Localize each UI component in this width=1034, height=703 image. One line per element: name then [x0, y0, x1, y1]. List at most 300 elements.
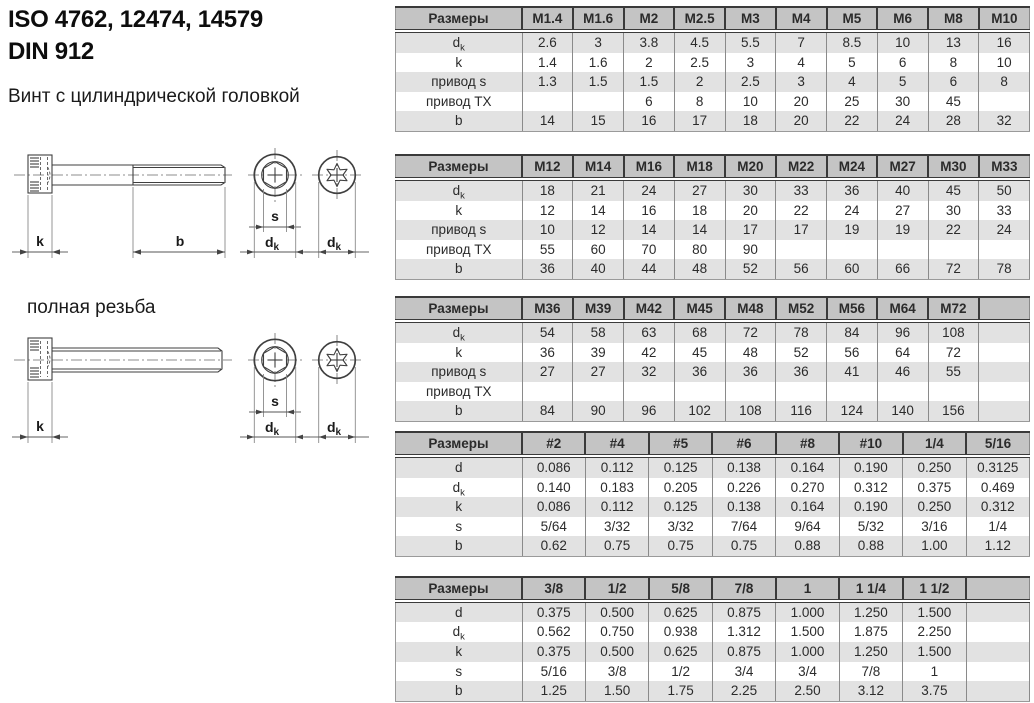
value-cell: 46 — [877, 362, 928, 382]
value-cell: 6 — [928, 72, 979, 92]
value-cell: 3/32 — [649, 517, 712, 537]
size-column-header: M39 — [573, 297, 624, 321]
value-cell: 24 — [877, 111, 928, 131]
value-cell: 20 — [725, 201, 776, 221]
size-column-header: M16 — [624, 155, 675, 179]
table-row — [396, 497, 1030, 517]
row-label: привод TX — [396, 240, 523, 260]
value-cell: 0.140 — [522, 478, 585, 498]
value-cell — [776, 240, 827, 260]
value-cell: 56 — [827, 343, 878, 363]
value-cell: 32 — [624, 362, 675, 382]
value-cell: 0.190 — [839, 497, 902, 517]
value-cell: 2 — [624, 53, 675, 73]
value-cell: 1.50 — [585, 681, 648, 701]
row-label: $d_k$ — [396, 478, 523, 498]
value-cell: 0.500 — [585, 642, 648, 662]
value-cell: 2.50 — [776, 681, 839, 701]
size-column-header: 1 — [776, 577, 839, 601]
value-cell: 0.3125 — [966, 456, 1029, 478]
value-cell: 1.5 — [624, 72, 675, 92]
size-column-header: M12 — [522, 155, 573, 179]
value-cell: 41 — [827, 362, 878, 382]
value-cell: 0.75 — [712, 536, 775, 556]
value-cell: 68 — [674, 321, 725, 343]
value-cell: 22 — [776, 201, 827, 221]
value-cell — [573, 382, 624, 402]
value-cell: 156 — [928, 401, 979, 421]
value-cell: 30 — [725, 179, 776, 201]
size-column-header: 7/8 — [712, 577, 775, 601]
row-label: привод s — [396, 220, 523, 240]
value-cell: 24 — [827, 201, 878, 221]
value-cell: 78 — [776, 321, 827, 343]
value-cell: 80 — [674, 240, 725, 260]
value-cell: 0.270 — [776, 478, 839, 498]
value-cell: 1.500 — [903, 642, 966, 662]
value-cell: 27 — [877, 201, 928, 221]
value-cell: 0.205 — [649, 478, 712, 498]
size-column-header: M2.5 — [674, 7, 725, 31]
size-column-header: M14 — [573, 155, 624, 179]
value-cell: 1.875 — [839, 622, 902, 642]
value-cell: 0.875 — [712, 601, 775, 623]
value-cell: 124 — [827, 401, 878, 421]
value-cell: 36 — [725, 362, 776, 382]
value-cell: 2.250 — [903, 622, 966, 642]
value-cell: 28 — [928, 111, 979, 131]
value-cell: 4 — [827, 72, 878, 92]
header-row — [396, 7, 1030, 31]
value-cell: 0.375 — [522, 642, 585, 662]
value-cell: 0.469 — [966, 478, 1029, 498]
size-column-header — [966, 577, 1029, 601]
table-row — [396, 343, 1030, 363]
value-cell — [979, 362, 1030, 382]
value-cell: 24 — [624, 179, 675, 201]
size-column-header: M72 — [928, 297, 979, 321]
value-cell: 8 — [674, 92, 725, 112]
value-cell — [966, 601, 1029, 623]
value-cell: 45 — [674, 343, 725, 363]
value-cell: 1.00 — [903, 536, 966, 556]
value-cell: 108 — [725, 401, 776, 421]
header-row — [396, 432, 1030, 456]
value-cell — [979, 382, 1030, 402]
value-cell: 2.5 — [725, 72, 776, 92]
size-column-header: 1/2 — [585, 577, 648, 601]
value-cell: 58 — [573, 321, 624, 343]
value-cell: 27 — [573, 362, 624, 382]
value-cell: 10 — [522, 220, 573, 240]
value-cell — [966, 662, 1029, 682]
value-cell — [522, 92, 573, 112]
value-cell: 0.125 — [649, 497, 712, 517]
standards-title-line1: ISO 4762, 12474, 14579 — [8, 6, 263, 33]
header-row — [396, 577, 1030, 601]
row-label: s — [396, 517, 523, 537]
size-column-header: #10 — [839, 432, 902, 456]
value-cell: 32 — [979, 111, 1030, 131]
size-column-header: M3 — [725, 7, 776, 31]
value-cell: 18 — [522, 179, 573, 201]
size-column-header: M5 — [827, 7, 878, 31]
value-cell: 60 — [573, 240, 624, 260]
table-row — [396, 681, 1030, 701]
value-cell: 7 — [776, 31, 827, 53]
table-row — [396, 31, 1030, 53]
value-cell: 55 — [928, 362, 979, 382]
value-cell: 17 — [776, 220, 827, 240]
value-cell — [827, 240, 878, 260]
value-cell: 24 — [979, 220, 1030, 240]
value-cell: 0.086 — [522, 497, 585, 517]
value-cell: 17 — [674, 111, 725, 131]
value-cell: 33 — [979, 201, 1030, 221]
value-cell: 7/8 — [839, 662, 902, 682]
value-cell: 15 — [573, 111, 624, 131]
value-cell: 10 — [979, 53, 1030, 73]
value-cell: 0.312 — [966, 497, 1029, 517]
value-cell: 3.75 — [903, 681, 966, 701]
metric-sizes-table-large — [395, 296, 1030, 422]
size-column-header: #5 — [649, 432, 712, 456]
value-cell: 140 — [877, 401, 928, 421]
value-cell: 3.8 — [624, 31, 675, 53]
value-cell: 14 — [522, 111, 573, 131]
value-cell: 0.183 — [585, 478, 648, 498]
value-cell: 19 — [877, 220, 928, 240]
value-cell: 0.112 — [585, 497, 648, 517]
value-cell: 1.4 — [522, 53, 573, 73]
value-cell: 1.75 — [649, 681, 712, 701]
value-cell — [928, 240, 979, 260]
value-cell: 10 — [877, 31, 928, 53]
value-cell: 52 — [776, 343, 827, 363]
value-cell: 36 — [674, 362, 725, 382]
value-cell: 0.62 — [522, 536, 585, 556]
value-cell — [979, 401, 1030, 421]
value-cell: 1.500 — [776, 622, 839, 642]
value-cell: 40 — [877, 179, 928, 201]
value-cell: 0.500 — [585, 601, 648, 623]
header-row — [396, 297, 1030, 321]
value-cell: 9/64 — [776, 517, 839, 537]
value-cell: 60 — [827, 259, 878, 279]
dimensions-column-header: Размеры — [396, 577, 523, 601]
size-column-header: M18 — [674, 155, 725, 179]
table-row — [396, 321, 1030, 343]
value-cell: 16 — [624, 111, 675, 131]
row-label: привод TX — [396, 92, 523, 112]
size-column-header: M8 — [928, 7, 979, 31]
size-column-header: M36 — [522, 297, 573, 321]
row-label: k — [396, 201, 523, 221]
row-label: привод TX — [396, 382, 523, 402]
value-cell: 116 — [776, 401, 827, 421]
value-cell: 3 — [776, 72, 827, 92]
value-cell: 42 — [624, 343, 675, 363]
row-label: d — [396, 601, 523, 623]
row-label: k — [396, 343, 523, 363]
value-cell: 39 — [573, 343, 624, 363]
dimension-tables-panel — [395, 6, 1030, 702]
value-cell: 0.164 — [776, 497, 839, 517]
value-cell: 36 — [522, 259, 573, 279]
dim-label-s: s — [271, 393, 279, 409]
value-cell: 5/16 — [522, 662, 585, 682]
value-cell: 7/64 — [712, 517, 775, 537]
value-cell: 36 — [522, 343, 573, 363]
value-cell: 0.250 — [903, 497, 966, 517]
size-column-header — [979, 297, 1030, 321]
value-cell: 45 — [928, 92, 979, 112]
dim-label-dk: $d_k$ — [264, 234, 280, 253]
dim-label-b: b — [175, 233, 185, 249]
value-cell: 33 — [776, 179, 827, 201]
value-cell: 84 — [522, 401, 573, 421]
value-cell: 20 — [776, 92, 827, 112]
imperial-sizes-table-small — [395, 431, 1030, 557]
value-cell: 8 — [979, 72, 1030, 92]
value-cell — [979, 240, 1030, 260]
size-column-header: 1 1/2 — [903, 577, 966, 601]
dim-label-k: k — [36, 418, 44, 434]
value-cell: 13 — [928, 31, 979, 53]
value-cell — [674, 382, 725, 402]
value-cell: 72 — [928, 343, 979, 363]
value-cell: 0.086 — [522, 456, 585, 478]
value-cell: 14 — [573, 201, 624, 221]
value-cell: 1.6 — [573, 53, 624, 73]
table-row — [396, 536, 1030, 556]
value-cell: 78 — [979, 259, 1030, 279]
value-cell: 1.3 — [522, 72, 573, 92]
value-cell: 5 — [877, 72, 928, 92]
table-row — [396, 362, 1030, 382]
value-cell: 5 — [827, 53, 878, 73]
value-cell: 0.164 — [776, 456, 839, 478]
table-row — [396, 622, 1030, 642]
value-cell — [877, 240, 928, 260]
size-column-header: M33 — [979, 155, 1030, 179]
value-cell: 14 — [624, 220, 675, 240]
value-cell: 0.625 — [649, 642, 712, 662]
screw-drawing-partial-thread — [0, 140, 393, 270]
value-cell: 36 — [776, 362, 827, 382]
value-cell: 0.875 — [712, 642, 775, 662]
value-cell — [979, 321, 1030, 343]
screw-drawing-full-thread — [0, 325, 393, 455]
value-cell: 6 — [624, 92, 675, 112]
value-cell: 3.12 — [839, 681, 902, 701]
value-cell: 5.5 — [725, 31, 776, 53]
size-column-header: M1.6 — [573, 7, 624, 31]
size-column-header: M30 — [928, 155, 979, 179]
size-column-header: M4 — [776, 7, 827, 31]
size-column-header: 3/8 — [522, 577, 585, 601]
size-column-header: M64 — [877, 297, 928, 321]
value-cell: 1.25 — [522, 681, 585, 701]
value-cell: 0.75 — [585, 536, 648, 556]
value-cell: 16 — [979, 31, 1030, 53]
size-column-header: 5/8 — [649, 577, 712, 601]
value-cell: 48 — [725, 343, 776, 363]
value-cell: 0.88 — [776, 536, 839, 556]
row-label: привод s — [396, 362, 523, 382]
value-cell: 25 — [827, 92, 878, 112]
value-cell: 8.5 — [827, 31, 878, 53]
row-label: k — [396, 497, 523, 517]
value-cell — [928, 382, 979, 402]
value-cell: 1.000 — [776, 601, 839, 623]
value-cell: 0.750 — [585, 622, 648, 642]
value-cell: 1.250 — [839, 601, 902, 623]
value-cell: 3/16 — [903, 517, 966, 537]
table-row — [396, 53, 1030, 73]
value-cell: 36 — [827, 179, 878, 201]
value-cell: 0.125 — [649, 456, 712, 478]
value-cell: 8 — [928, 53, 979, 73]
value-cell: 2 — [674, 72, 725, 92]
page-title — [8, 4, 263, 68]
size-column-header: M1.4 — [522, 7, 573, 31]
size-column-header: M27 — [877, 155, 928, 179]
table-row — [396, 478, 1030, 498]
value-cell: 18 — [725, 111, 776, 131]
size-column-header: #4 — [585, 432, 648, 456]
size-column-header: 5/16 — [966, 432, 1029, 456]
value-cell: 44 — [624, 259, 675, 279]
value-cell — [877, 382, 928, 402]
value-cell: 72 — [725, 321, 776, 343]
value-cell: 64 — [877, 343, 928, 363]
table-row — [396, 72, 1030, 92]
torx-socket-end-view — [305, 150, 369, 258]
table-row — [396, 201, 1030, 221]
value-cell: 17 — [725, 220, 776, 240]
value-cell: 0.375 — [903, 478, 966, 498]
metric-sizes-table-small — [395, 6, 1030, 132]
value-cell — [827, 382, 878, 402]
table-row — [396, 662, 1030, 682]
value-cell: 0.88 — [839, 536, 902, 556]
value-cell: 3/4 — [712, 662, 775, 682]
value-cell: 12 — [522, 201, 573, 221]
value-cell: 6 — [877, 53, 928, 73]
table-row — [396, 111, 1030, 131]
value-cell: 96 — [877, 321, 928, 343]
value-cell: 3 — [573, 31, 624, 53]
value-cell — [966, 681, 1029, 701]
value-cell: 1.12 — [966, 536, 1029, 556]
size-column-header: #6 — [712, 432, 775, 456]
value-cell: 90 — [725, 240, 776, 260]
row-label: k — [396, 53, 523, 73]
size-column-header: #8 — [776, 432, 839, 456]
value-cell: 20 — [776, 111, 827, 131]
value-cell: 1.312 — [712, 622, 775, 642]
value-cell: 0.250 — [903, 456, 966, 478]
dim-label-dk: $d_k$ — [264, 419, 280, 438]
value-cell: 16 — [624, 201, 675, 221]
value-cell: 72 — [928, 259, 979, 279]
value-cell: 3/4 — [776, 662, 839, 682]
full-thread-label: полная резьба — [27, 297, 156, 318]
value-cell: 48 — [674, 259, 725, 279]
value-cell: 90 — [573, 401, 624, 421]
value-cell: 1.000 — [776, 642, 839, 662]
value-cell: 70 — [624, 240, 675, 260]
value-cell: 27 — [674, 179, 725, 201]
left-panel — [0, 0, 393, 703]
row-label: k — [396, 642, 523, 662]
table-row — [396, 92, 1030, 112]
value-cell: 56 — [776, 259, 827, 279]
value-cell: 27 — [522, 362, 573, 382]
value-cell: 3/32 — [585, 517, 648, 537]
value-cell: 0.375 — [522, 601, 585, 623]
size-column-header: 1/4 — [903, 432, 966, 456]
size-column-header: M22 — [776, 155, 827, 179]
value-cell: 0.562 — [522, 622, 585, 642]
value-cell: 55 — [522, 240, 573, 260]
value-cell: 0.138 — [712, 497, 775, 517]
size-column-header: M45 — [674, 297, 725, 321]
size-column-header: M2 — [624, 7, 675, 31]
size-column-header: #2 — [522, 432, 585, 456]
table-row — [396, 259, 1030, 279]
value-cell — [522, 382, 573, 402]
row-label: привод s — [396, 72, 523, 92]
dim-label-dk: $d_k$ — [326, 419, 342, 438]
value-cell: 30 — [877, 92, 928, 112]
size-column-header: M56 — [827, 297, 878, 321]
row-label: d — [396, 456, 523, 478]
row-label: b — [396, 681, 523, 701]
value-cell: 40 — [573, 259, 624, 279]
value-cell: 19 — [827, 220, 878, 240]
value-cell: 21 — [573, 179, 624, 201]
value-cell — [979, 92, 1030, 112]
value-cell: 96 — [624, 401, 675, 421]
value-cell — [624, 382, 675, 402]
value-cell: 1.250 — [839, 642, 902, 662]
value-cell: 14 — [674, 220, 725, 240]
dim-label-s: s — [271, 208, 279, 224]
dim-label-k: k — [36, 233, 44, 249]
value-cell: 2.5 — [674, 53, 725, 73]
value-cell: 0.312 — [839, 478, 902, 498]
value-cell: 22 — [827, 111, 878, 131]
table-row — [396, 517, 1030, 537]
header-row — [396, 155, 1030, 179]
value-cell: 1 — [903, 662, 966, 682]
product-subtitle: Винт с цилиндрической головкой — [8, 86, 300, 107]
value-cell: 4 — [776, 53, 827, 73]
value-cell: 102 — [674, 401, 725, 421]
size-column-header: M24 — [827, 155, 878, 179]
value-cell: 0.625 — [649, 601, 712, 623]
row-label: b — [396, 401, 523, 421]
table-row — [396, 642, 1030, 662]
size-column-header: M48 — [725, 297, 776, 321]
value-cell: 30 — [928, 201, 979, 221]
row-label: $d_k$ — [396, 31, 523, 53]
row-label: b — [396, 111, 523, 131]
imperial-sizes-table-large — [395, 576, 1030, 702]
row-label: s — [396, 662, 523, 682]
